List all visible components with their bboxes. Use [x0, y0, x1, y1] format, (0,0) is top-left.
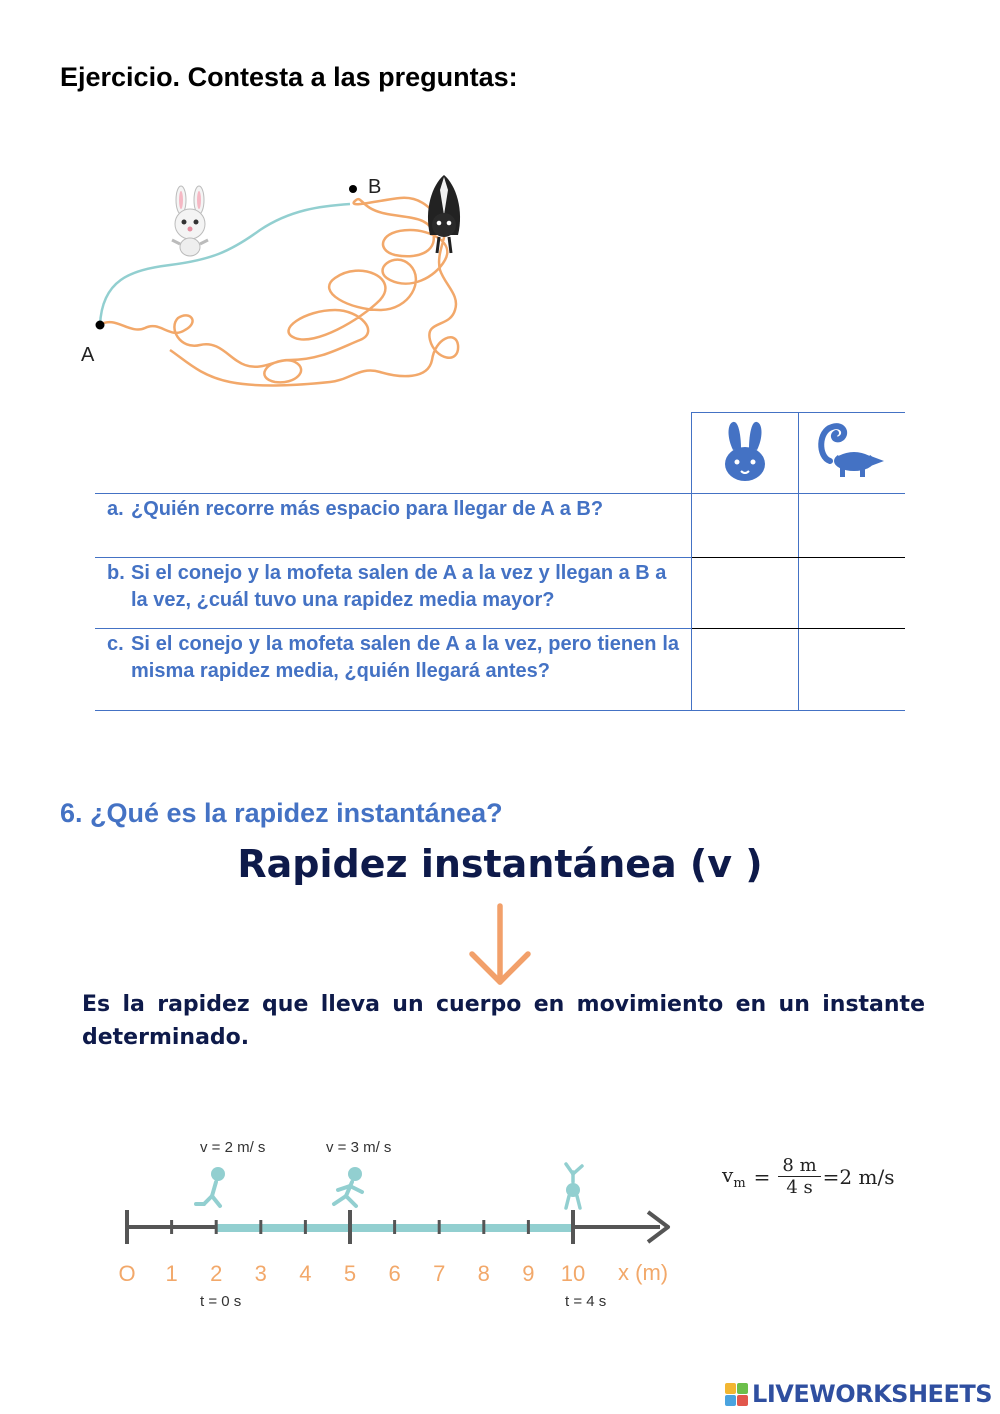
celebrating-figure-icon [566, 1164, 582, 1208]
tick-label: 10 [560, 1261, 586, 1286]
question-row-c [95, 629, 691, 711]
question-row-a [95, 494, 691, 558]
axis-label: x (m) [618, 1260, 669, 1285]
exercise-heading: Ejercicio. Contesta a las preguntas: [60, 62, 518, 92]
question-text: Si el conejo y la mofeta salen de A a la vez y llegan a B a la vez, ¿cuál tuvo una rapidez media mayor? [131, 562, 667, 611]
rabbit-icon [721, 420, 769, 482]
formula-result: =2 m/s [822, 1164, 895, 1189]
question-6-heading: 6. ¿Qué es la rapidez instantánea? [60, 798, 503, 828]
tick-label: 7 [433, 1261, 446, 1286]
tick-label: 6 [388, 1261, 401, 1286]
answer-cell-c-skunk[interactable] [798, 629, 905, 711]
tick-label: 4 [299, 1261, 312, 1286]
time-label-end: t = 4 s [565, 1293, 607, 1310]
question-text: Si el conejo y la mofeta salen de A a la vez, pero tienen la misma rapidez media, ¿quién llegará antes? [131, 633, 679, 682]
speed-label-2: v = 3 m/ s [326, 1139, 392, 1156]
skunk-icon [816, 421, 888, 481]
point-a-label: A [81, 344, 95, 366]
walking-figure-icon [196, 1167, 225, 1206]
watermark-text: LIVEWORKSHEETS [752, 1380, 992, 1408]
definition-text: Es la rapidez que lleva un cuerpo en movimiento en un instante determinado. [82, 992, 925, 1050]
answer-cell-a-skunk[interactable] [798, 494, 905, 558]
question-text: ¿Quién recorre más espacio para llegar de A a B? [131, 498, 604, 520]
rabbit-path [100, 204, 350, 325]
formula-equals: = [753, 1164, 771, 1189]
formula-lhs-subscript: m [733, 1175, 746, 1191]
question-label: a. [107, 498, 124, 520]
tick-label: 5 [343, 1261, 357, 1286]
formula-lhs: $v_m$ [722, 1162, 746, 1191]
question-label: b. [107, 562, 125, 584]
average-speed-formula [722, 1155, 894, 1198]
question-row-b [95, 558, 691, 629]
skunk-path [100, 198, 458, 386]
answer-cell-b-skunk[interactable] [798, 558, 905, 629]
point-a-dot [96, 321, 105, 330]
rabbit-character-icon [172, 186, 208, 256]
point-b-label: B [368, 176, 382, 198]
speed-label-1: v = 2 m/ s [200, 1139, 266, 1156]
rabbit-header-cell [691, 413, 798, 494]
tick-label: 3 [254, 1261, 267, 1286]
down-arrow-icon [466, 902, 534, 990]
path-diagram [60, 160, 500, 400]
tick-label: 9 [522, 1261, 535, 1286]
answer-cell-c-rabbit[interactable] [691, 629, 798, 711]
number-line-diagram [100, 1130, 700, 1315]
liveworksheets-mark-icon [725, 1383, 748, 1406]
question-table [95, 412, 905, 711]
tick-label: O [118, 1261, 136, 1286]
tick-label: 2 [210, 1261, 223, 1286]
point-b-dot [349, 185, 357, 193]
formula-numerator: 8 m [778, 1155, 820, 1177]
tick-label: 8 [477, 1261, 490, 1286]
time-label-start: t = 0 s [200, 1293, 242, 1310]
formula-denominator: 4 s [786, 1177, 813, 1198]
running-figure-icon [334, 1167, 362, 1206]
liveworksheets-logo [725, 1380, 992, 1408]
answer-cell-a-rabbit[interactable] [691, 494, 798, 558]
rapidez-instantanea-title: Rapidez instantánea (v ) [237, 842, 763, 886]
tick-label: 1 [165, 1261, 178, 1286]
tick-labels-group [118, 1261, 585, 1286]
table-blank-header [95, 413, 691, 494]
answer-cell-b-rabbit[interactable] [691, 558, 798, 629]
skunk-header-cell [798, 413, 905, 494]
formula-fraction [778, 1155, 820, 1198]
question-label: c. [107, 633, 124, 655]
